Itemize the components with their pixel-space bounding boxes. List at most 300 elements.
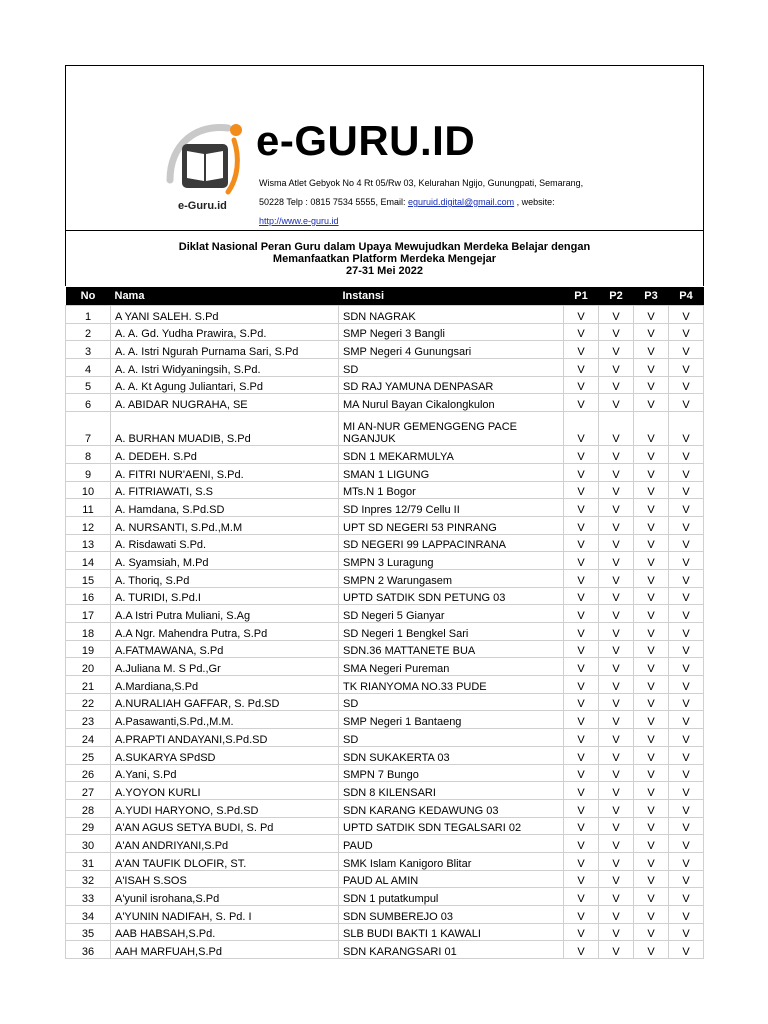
header-no: No <box>66 287 111 306</box>
cell-nama: A YANI SALEH. S.Pd <box>111 306 339 324</box>
cell-p3: V <box>634 711 669 729</box>
cell-p2: V <box>599 817 634 835</box>
table-row <box>66 552 704 570</box>
cell-nama: A'AN TAUFIK DLOFIR, ST. <box>111 852 339 870</box>
cell-no: 11 <box>66 499 111 517</box>
cell-p1: V <box>564 376 599 394</box>
cell-no: 22 <box>66 693 111 711</box>
cell-no: 21 <box>66 676 111 694</box>
cell-p2: V <box>599 764 634 782</box>
participants-table <box>65 287 704 959</box>
cell-no: 18 <box>66 623 111 641</box>
cell-p1: V <box>564 341 599 359</box>
cell-nama: A'yunil isrohana,S.Pd <box>111 888 339 906</box>
cell-p1: V <box>564 658 599 676</box>
cell-p4: V <box>669 552 704 570</box>
cell-p1: V <box>564 534 599 552</box>
cell-p3: V <box>634 446 669 464</box>
cell-instansi: PAUD AL AMIN <box>339 870 564 888</box>
cell-p4: V <box>669 729 704 747</box>
cell-p1: V <box>564 906 599 924</box>
cell-p3: V <box>634 587 669 605</box>
cell-p2: V <box>599 623 634 641</box>
cell-p4: V <box>669 693 704 711</box>
cell-no: 6 <box>66 394 111 412</box>
cell-p1: V <box>564 516 599 534</box>
cell-nama: AAB HABSAH,S.Pd. <box>111 923 339 941</box>
cell-instansi: SMP Negeri 1 Bantaeng <box>339 711 564 729</box>
cell-no: 31 <box>66 852 111 870</box>
cell-nama: A.YUDI HARYONO, S.Pd.SD <box>111 799 339 817</box>
cell-instansi: SDN NAGRAK <box>339 306 564 324</box>
cell-no: 30 <box>66 835 111 853</box>
email-link[interactable]: eguruid.digital@gmail.com <box>407 197 515 207</box>
cell-p2: V <box>599 711 634 729</box>
cell-p1: V <box>564 711 599 729</box>
cell-instansi: SDN 1 MEKARMULYA <box>339 446 564 464</box>
cell-p1: V <box>564 605 599 623</box>
cell-nama: A. FITRIAWATI, S.S <box>111 481 339 499</box>
table-row <box>66 941 704 959</box>
cell-p2: V <box>599 394 634 412</box>
cell-p2: V <box>599 412 634 446</box>
table-row <box>66 888 704 906</box>
cell-p2: V <box>599 852 634 870</box>
document-sheet <box>65 65 704 959</box>
title-date: 27-31 Mei 2022 <box>345 265 424 277</box>
cell-p2: V <box>599 693 634 711</box>
cell-nama: A'ISAH S.SOS <box>111 870 339 888</box>
cell-p4: V <box>669 481 704 499</box>
cell-p2: V <box>599 323 634 341</box>
cell-p1: V <box>564 729 599 747</box>
table-row <box>66 676 704 694</box>
cell-p4: V <box>669 341 704 359</box>
logo-caption: e-Guru.id <box>178 200 227 212</box>
cell-p1: V <box>564 552 599 570</box>
cell-p2: V <box>599 746 634 764</box>
cell-p3: V <box>634 782 669 800</box>
cell-p1: V <box>564 359 599 377</box>
cell-no: 27 <box>66 782 111 800</box>
cell-no: 4 <box>66 359 111 377</box>
cell-no: 17 <box>66 605 111 623</box>
table-row <box>66 516 704 534</box>
cell-instansi: SMK Islam Kanigoro Blitar <box>339 852 564 870</box>
cell-p1: V <box>564 676 599 694</box>
cell-p4: V <box>669 782 704 800</box>
cell-p4: V <box>669 446 704 464</box>
cell-p3: V <box>634 835 669 853</box>
cell-instansi: MTs.N 1 Bogor <box>339 481 564 499</box>
address-block <box>259 174 619 231</box>
table-row <box>66 359 704 377</box>
cell-instansi: SD RAJ YAMUNA DENPASAR <box>339 376 564 394</box>
cell-p1: V <box>564 870 599 888</box>
cell-p3: V <box>634 359 669 377</box>
cell-p4: V <box>669 587 704 605</box>
cell-instansi: SMAN 1 LIGUNG <box>339 463 564 481</box>
cell-p3: V <box>634 605 669 623</box>
table-row <box>66 764 704 782</box>
cell-p4: V <box>669 941 704 959</box>
cell-nama: A. Hamdana, S.Pd.SD <box>111 499 339 517</box>
cell-nama: A. BURHAN MUADIB, S.Pd <box>111 412 339 446</box>
cell-p3: V <box>634 764 669 782</box>
cell-p1: V <box>564 693 599 711</box>
cell-instansi: SDN KARANG KEDAWUNG 03 <box>339 799 564 817</box>
cell-p4: V <box>669 799 704 817</box>
cell-no: 10 <box>66 481 111 499</box>
cell-nama: A.YOYON KURLI <box>111 782 339 800</box>
cell-p4: V <box>669 359 704 377</box>
table-row <box>66 729 704 747</box>
cell-instansi: SD <box>339 359 564 377</box>
cell-no: 26 <box>66 764 111 782</box>
header-p4: P4 <box>669 287 704 306</box>
cell-p3: V <box>634 870 669 888</box>
website-link[interactable]: http://www.e-guru.id <box>259 216 339 226</box>
cell-p4: V <box>669 870 704 888</box>
cell-p4: V <box>669 499 704 517</box>
cell-p4: V <box>669 376 704 394</box>
cell-p4: V <box>669 323 704 341</box>
table-row <box>66 799 704 817</box>
cell-instansi: SMPN 7 Bungo <box>339 764 564 782</box>
cell-nama: A.A Istri Putra Muliani, S.Ag <box>111 605 339 623</box>
cell-p1: V <box>564 446 599 464</box>
cell-nama: A. A. Gd. Yudha Prawira, S.Pd. <box>111 323 339 341</box>
cell-p3: V <box>634 552 669 570</box>
table-row <box>66 711 704 729</box>
table-row <box>66 746 704 764</box>
cell-no: 23 <box>66 711 111 729</box>
table-row <box>66 870 704 888</box>
cell-p4: V <box>669 835 704 853</box>
cell-no: 5 <box>66 376 111 394</box>
cell-nama: A.A Ngr. Mahendra Putra, S.Pd <box>111 623 339 641</box>
cell-p3: V <box>634 516 669 534</box>
cell-nama: A'AN ANDRIYANI,S.Pd <box>111 835 339 853</box>
cell-p1: V <box>564 746 599 764</box>
cell-p2: V <box>599 799 634 817</box>
cell-no: 8 <box>66 446 111 464</box>
cell-p4: V <box>669 906 704 924</box>
cell-instansi: SMPN 2 Warungasem <box>339 569 564 587</box>
cell-no: 28 <box>66 799 111 817</box>
cell-p4: V <box>669 640 704 658</box>
cell-p1: V <box>564 764 599 782</box>
cell-p1: V <box>564 481 599 499</box>
cell-p1: V <box>564 569 599 587</box>
cell-p2: V <box>599 923 634 941</box>
header-name: Nama <box>111 287 339 306</box>
cell-p2: V <box>599 658 634 676</box>
cell-p4: V <box>669 658 704 676</box>
cell-nama: A. A. Istri Ngurah Purnama Sari, S.Pd <box>111 341 339 359</box>
cell-p2: V <box>599 906 634 924</box>
table-row <box>66 412 704 446</box>
cell-no: 12 <box>66 516 111 534</box>
cell-p2: V <box>599 534 634 552</box>
cell-instansi: SDN 1 putatkumpul <box>339 888 564 906</box>
cell-p3: V <box>634 376 669 394</box>
cell-p1: V <box>564 782 599 800</box>
cell-p3: V <box>634 923 669 941</box>
cell-instansi: SLB BUDI BAKTI 1 KAWALI <box>339 923 564 941</box>
document-title <box>65 230 704 286</box>
website-line <box>259 212 619 231</box>
table-row <box>66 376 704 394</box>
contact-prefix: 50228 Telp : 0815 7534 5555, Email: <box>259 197 408 207</box>
cell-instansi: SDN 8 KILENSARI <box>339 782 564 800</box>
cell-instansi: SMP Negeri 4 Gunungsari <box>339 341 564 359</box>
cell-p3: V <box>634 499 669 517</box>
cell-nama: A'YUNIN NADIFAH, S. Pd. I <box>111 906 339 924</box>
cell-p2: V <box>599 888 634 906</box>
cell-instansi: SD Negeri 1 Bengkel Sari <box>339 623 564 641</box>
cell-instansi: SMPN 3 Luragung <box>339 552 564 570</box>
cell-p3: V <box>634 729 669 747</box>
cell-nama: A.Juliana M. S Pd.,Gr <box>111 658 339 676</box>
contact-suffix: , website: <box>514 197 555 207</box>
cell-p2: V <box>599 481 634 499</box>
cell-p3: V <box>634 569 669 587</box>
cell-p2: V <box>599 516 634 534</box>
table-row <box>66 481 704 499</box>
cell-no: 1 <box>66 306 111 324</box>
cell-p2: V <box>599 835 634 853</box>
cell-p4: V <box>669 412 704 446</box>
cell-instansi: SDN.36 MATTANETE BUA <box>339 640 564 658</box>
cell-nama: A. DEDEH. S.Pd <box>111 446 339 464</box>
brand-name: e-GURU.ID <box>256 117 476 164</box>
table-row <box>66 693 704 711</box>
cell-p2: V <box>599 306 634 324</box>
table-row <box>66 658 704 676</box>
table-row <box>66 852 704 870</box>
cell-p1: V <box>564 923 599 941</box>
cell-p1: V <box>564 640 599 658</box>
table-row <box>66 906 704 924</box>
table-row <box>66 569 704 587</box>
table-row <box>66 306 704 324</box>
table-row <box>66 605 704 623</box>
table-row <box>66 323 704 341</box>
cell-p2: V <box>599 605 634 623</box>
cell-instansi: PAUD <box>339 835 564 853</box>
cell-instansi: TK RIANYOMA NO.33 PUDE <box>339 676 564 694</box>
cell-p4: V <box>669 463 704 481</box>
cell-instansi: SDN KARANGSARI 01 <box>339 941 564 959</box>
cell-nama: A. A. Istri Widyaningsih, S.Pd. <box>111 359 339 377</box>
cell-no: 13 <box>66 534 111 552</box>
table-row <box>66 446 704 464</box>
cell-p3: V <box>634 306 669 324</box>
cell-no: 35 <box>66 923 111 941</box>
cell-p3: V <box>634 817 669 835</box>
cell-no: 32 <box>66 870 111 888</box>
cell-nama: A.NURALIAH GAFFAR, S. Pd.SD <box>111 693 339 711</box>
cell-p2: V <box>599 499 634 517</box>
header-p3: P3 <box>634 287 669 306</box>
cell-p1: V <box>564 888 599 906</box>
table-row <box>66 835 704 853</box>
cell-p4: V <box>669 623 704 641</box>
cell-p1: V <box>564 941 599 959</box>
cell-p1: V <box>564 852 599 870</box>
cell-no: 9 <box>66 463 111 481</box>
cell-no: 19 <box>66 640 111 658</box>
cell-p3: V <box>634 341 669 359</box>
cell-p2: V <box>599 552 634 570</box>
cell-p3: V <box>634 941 669 959</box>
cell-p4: V <box>669 888 704 906</box>
cell-no: 33 <box>66 888 111 906</box>
cell-no: 36 <box>66 941 111 959</box>
table-row <box>66 534 704 552</box>
cell-p4: V <box>669 516 704 534</box>
cell-p4: V <box>669 746 704 764</box>
cell-instansi: SD <box>339 693 564 711</box>
table-row <box>66 923 704 941</box>
cell-instansi: SMP Negeri 3 Bangli <box>339 323 564 341</box>
header-instansi: Instansi <box>339 287 564 306</box>
cell-p4: V <box>669 676 704 694</box>
table-row <box>66 499 704 517</box>
cell-nama: A. ABIDAR NUGRAHA, SE <box>111 394 339 412</box>
cell-instansi: UPTD SATDIK SDN PETUNG 03 <box>339 587 564 605</box>
cell-nama: A. NURSANTI, S.Pd.,M.M <box>111 516 339 534</box>
cell-p3: V <box>634 412 669 446</box>
cell-instansi: SD Negeri 5 Gianyar <box>339 605 564 623</box>
cell-no: 14 <box>66 552 111 570</box>
cell-p2: V <box>599 359 634 377</box>
cell-p4: V <box>669 923 704 941</box>
cell-instansi: SD Inpres 12/79 Cellu II <box>339 499 564 517</box>
cell-instansi: UPTD SATDIK SDN TEGALSARI 02 <box>339 817 564 835</box>
cell-p3: V <box>634 463 669 481</box>
cell-p1: V <box>564 394 599 412</box>
cell-p3: V <box>634 888 669 906</box>
cell-p3: V <box>634 640 669 658</box>
header-row <box>66 287 704 306</box>
cell-nama: AAH MARFUAH,S.Pd <box>111 941 339 959</box>
cell-nama: A'AN AGUS SETYA BUDI, S. Pd <box>111 817 339 835</box>
cell-p1: V <box>564 323 599 341</box>
cell-p2: V <box>599 676 634 694</box>
cell-p3: V <box>634 394 669 412</box>
cell-p2: V <box>599 446 634 464</box>
cell-p3: V <box>634 481 669 499</box>
cell-instansi: MA Nurul Bayan Cikalongkulon <box>339 394 564 412</box>
table-header <box>66 287 704 306</box>
cell-p1: V <box>564 799 599 817</box>
cell-p4: V <box>669 394 704 412</box>
cell-no: 29 <box>66 817 111 835</box>
cell-p4: V <box>669 605 704 623</box>
cell-p3: V <box>634 623 669 641</box>
cell-p1: V <box>564 587 599 605</box>
cell-p4: V <box>669 764 704 782</box>
cell-nama: A. Thoriq, S.Pd <box>111 569 339 587</box>
cell-p2: V <box>599 569 634 587</box>
cell-no: 20 <box>66 658 111 676</box>
cell-p1: V <box>564 499 599 517</box>
cell-nama: A.FATMAWANA, S.Pd <box>111 640 339 658</box>
cell-nama: A. FITRI NUR'AENI, S.Pd. <box>111 463 339 481</box>
cell-no: 3 <box>66 341 111 359</box>
table-row <box>66 640 704 658</box>
cell-instansi: SDN SUMBEREJO 03 <box>339 906 564 924</box>
cell-instansi: SMA Negeri Pureman <box>339 658 564 676</box>
cell-nama: A.Yani, S.Pd <box>111 764 339 782</box>
cell-p2: V <box>599 587 634 605</box>
cell-nama: A. TURIDI, S.Pd.I <box>111 587 339 605</box>
cell-p3: V <box>634 676 669 694</box>
title-line-1: Diklat Nasional Peran Guru dalam Upaya Mewujudkan Merdeka Belajar dengan <box>178 241 591 253</box>
cell-nama: A.SUKARYA SPdSD <box>111 746 339 764</box>
contact-line <box>259 193 619 212</box>
cell-p2: V <box>599 463 634 481</box>
table-row <box>66 587 704 605</box>
cell-p3: V <box>634 852 669 870</box>
cell-nama: A. A. Kt Agung Juliantari, S.Pd <box>111 376 339 394</box>
cell-p4: V <box>669 534 704 552</box>
cell-nama: A. Syamsiah, M.Pd <box>111 552 339 570</box>
cell-nama: A.PRAPTI ANDAYANI,S.Pd.SD <box>111 729 339 747</box>
cell-nama: A.Mardiana,S.Pd <box>111 676 339 694</box>
cell-p1: V <box>564 835 599 853</box>
cell-p2: V <box>599 729 634 747</box>
cell-instansi: SD <box>339 729 564 747</box>
table-row <box>66 341 704 359</box>
cell-no: 25 <box>66 746 111 764</box>
cell-p1: V <box>564 463 599 481</box>
table-row <box>66 817 704 835</box>
cell-p1: V <box>564 623 599 641</box>
cell-p2: V <box>599 941 634 959</box>
cell-instansi: UPT SD NEGERI 53 PINRANG <box>339 516 564 534</box>
table-row <box>66 394 704 412</box>
header-p2: P2 <box>599 287 634 306</box>
cell-p4: V <box>669 711 704 729</box>
title-line-2: Memanfaatkan Platform Merdeka Mengejar <box>272 253 497 265</box>
cell-p3: V <box>634 799 669 817</box>
table-body <box>66 306 704 959</box>
address-line: Wisma Atlet Gebyok No 4 Rt 05/Rw 03, Kelurahan Ngijo, Gunungpati, Semarang, <box>259 178 584 188</box>
cell-instansi: MI AN-NUR GEMENGGENG PACE NGANJUK <box>339 412 564 446</box>
cell-p3: V <box>634 906 669 924</box>
cell-p3: V <box>634 323 669 341</box>
cell-p2: V <box>599 376 634 394</box>
cell-p1: V <box>564 817 599 835</box>
cell-no: 34 <box>66 906 111 924</box>
table-row <box>66 623 704 641</box>
cell-p3: V <box>634 693 669 711</box>
cell-p2: V <box>599 341 634 359</box>
cell-no: 24 <box>66 729 111 747</box>
cell-p3: V <box>634 658 669 676</box>
cell-p4: V <box>669 852 704 870</box>
cell-p1: V <box>564 306 599 324</box>
cell-p2: V <box>599 782 634 800</box>
cell-no: 7 <box>66 412 111 446</box>
cell-instansi: SDN SUKAKERTA 03 <box>339 746 564 764</box>
letterhead <box>65 65 704 231</box>
cell-nama: A. Risdawati S.Pd. <box>111 534 339 552</box>
cell-no: 15 <box>66 569 111 587</box>
